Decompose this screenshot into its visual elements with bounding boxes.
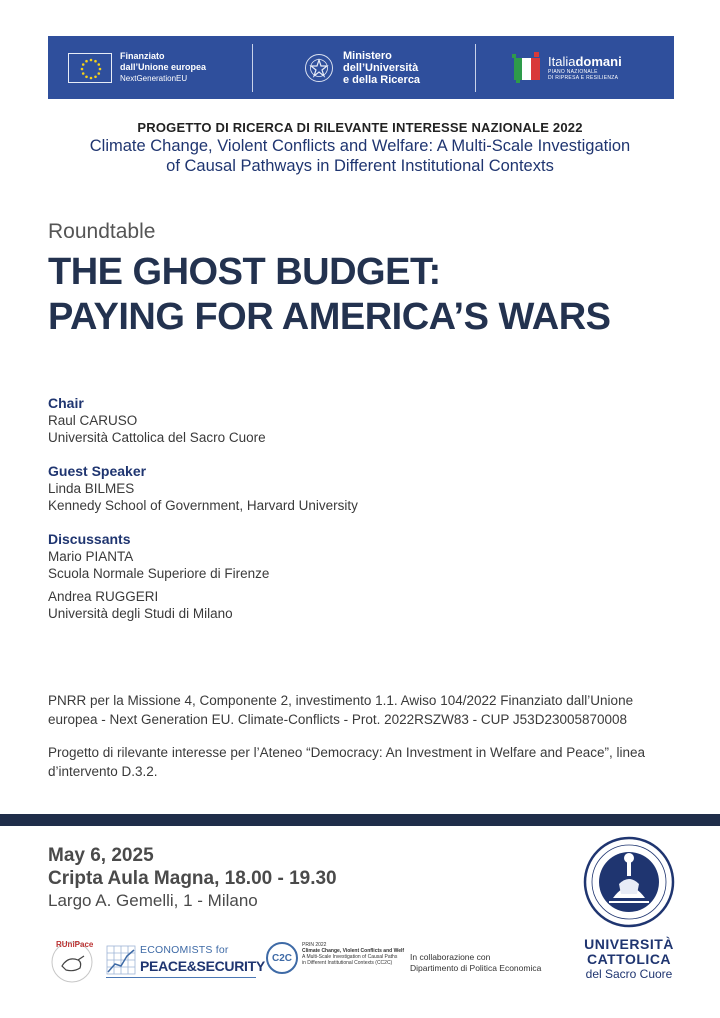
university-name <box>583 937 675 981</box>
discussants-role: Discussants <box>48 531 131 547</box>
eu-line1: Finanziato <box>120 51 165 61</box>
chair-affiliation: Università Cattolica del Sacro Cuore <box>48 430 266 445</box>
prin-line1: PRIN 2022 <box>302 942 327 948</box>
ateneo-note <box>48 743 678 781</box>
italiadomani-name <box>548 55 622 69</box>
university-line1: UNIVERSITÀ <box>584 936 674 952</box>
eps-line1: ECONOMISTS for <box>140 944 229 956</box>
italiadomani-text <box>548 55 622 81</box>
runipace-logo <box>48 938 96 984</box>
chair-role: Chair <box>48 395 84 411</box>
event-venue-time: Cripta Aula Magna, 18.00 - 19.30 <box>48 868 337 889</box>
event-address: Largo A. Gemelli, 1 - Milano <box>48 891 258 910</box>
project-label: PROGETTO DI RICERCA DI RILEVANTE INTERESSE NAZIONALE 2022 <box>137 120 583 135</box>
prin-text <box>302 942 406 966</box>
project-title <box>0 136 720 176</box>
italia-word: Italia <box>548 53 576 69</box>
prin-line3: A Multi-Scale Investigation of Causal Paths <box>302 954 398 960</box>
c2c-badge: C2C <box>266 942 298 974</box>
collab-line1: In collaborazione con <box>410 952 491 962</box>
event-title-line1: THE GHOST BUDGET: <box>48 251 441 293</box>
ateneo-line2: d’intervento D.3.2. <box>48 764 158 779</box>
prin-cc2c-logo <box>266 940 404 980</box>
prin-line2: Climate Change, Violent Conflicts and Welf <box>302 948 405 954</box>
eu-line2: dall’Unione europea <box>120 62 207 72</box>
ministry-line3: e della Ricerca <box>343 73 421 86</box>
pnrr-funding-note <box>48 691 678 729</box>
pnrr-line1: PNRR per la Missione 4, Componente 2, investimento 1.1. Awiso 104/2022 Finanziato dall’Unione <box>48 693 634 708</box>
ateneo-line1: Progetto di rilevante interesse per l’Ateneo “Democracy: An Investment in Welfare and Peace”, linea <box>48 745 646 760</box>
prin-line4: in Different Institutional Contexts (CC2C) <box>302 960 393 966</box>
italia-flag-icon <box>512 52 542 84</box>
event-type: Roundtable <box>48 220 156 243</box>
eu-funding-logo <box>48 36 252 99</box>
collab-line2: Dipartimento di Politica Economica <box>410 963 542 973</box>
ministry-logo <box>253 36 475 99</box>
eu-line3: NextGenerationEU <box>120 74 188 83</box>
chair-group <box>48 394 668 446</box>
chair-name: Raul CARUSO <box>48 413 138 428</box>
funding-banner <box>48 36 674 99</box>
discussant-name: Mario PIANTA <box>48 549 134 564</box>
project-title-line1: Climate Change, Violent Conflicts and Welfare: A Multi-Scale Investigation <box>89 137 631 155</box>
italia-sub2: DI RIPRESA E RESILIENZA <box>548 74 619 81</box>
italian-republic-emblem-icon <box>305 54 333 82</box>
ministry-text <box>343 50 420 86</box>
guest-group <box>48 462 668 514</box>
italiadomani-logo <box>476 36 674 99</box>
collaboration-note <box>410 952 541 974</box>
partner-logos <box>48 938 568 984</box>
eu-funding-text <box>120 51 206 84</box>
eu-flag-icon <box>68 53 112 83</box>
event-title-line2: PAYING FOR AMERICA’S WARS <box>48 296 611 338</box>
discussant-name: Andrea RUGGERI <box>48 589 159 604</box>
guest-affiliation: Kennedy School of Government, Harvard University <box>48 498 358 513</box>
domani-word: domani <box>575 53 622 69</box>
runipace-label: RUniPace <box>56 940 94 949</box>
footer-divider-bar <box>0 814 720 826</box>
discussant-affiliation: Università degli Studi di Milano <box>48 606 233 621</box>
event-title <box>48 250 611 340</box>
discussant-affiliation: Scuola Normale Superiore di Firenze <box>48 566 270 581</box>
event-details <box>48 844 337 912</box>
economists-for-peace-logo <box>106 944 265 978</box>
pnrr-line2: europea - Next Generation EU. Climate-Conflicts - Prot. 2022RSZW83 - CUP J53D23005870008 <box>48 712 628 727</box>
university-line2: CATTOLICA <box>586 951 672 967</box>
event-date: May 6, 2025 <box>48 845 154 866</box>
university-seal-icon <box>583 836 675 928</box>
ministry-line2: dell’Università <box>343 61 419 74</box>
university-line3: del Sacro Cuore <box>585 967 673 981</box>
italia-sub1: PIANO NAZIONALE <box>548 68 598 75</box>
eps-grid-icon <box>106 944 136 976</box>
speakers-section <box>48 394 668 638</box>
eps-line2: PEACE&SECURITY <box>140 958 265 974</box>
ministry-line1: Ministero <box>343 49 392 62</box>
guest-name: Linda BILMES <box>48 481 135 496</box>
discussants-group <box>48 530 668 622</box>
guest-role: Guest Speaker <box>48 463 147 479</box>
project-title-line2: of Causal Pathways in Different Institutional Contexts <box>166 157 554 175</box>
